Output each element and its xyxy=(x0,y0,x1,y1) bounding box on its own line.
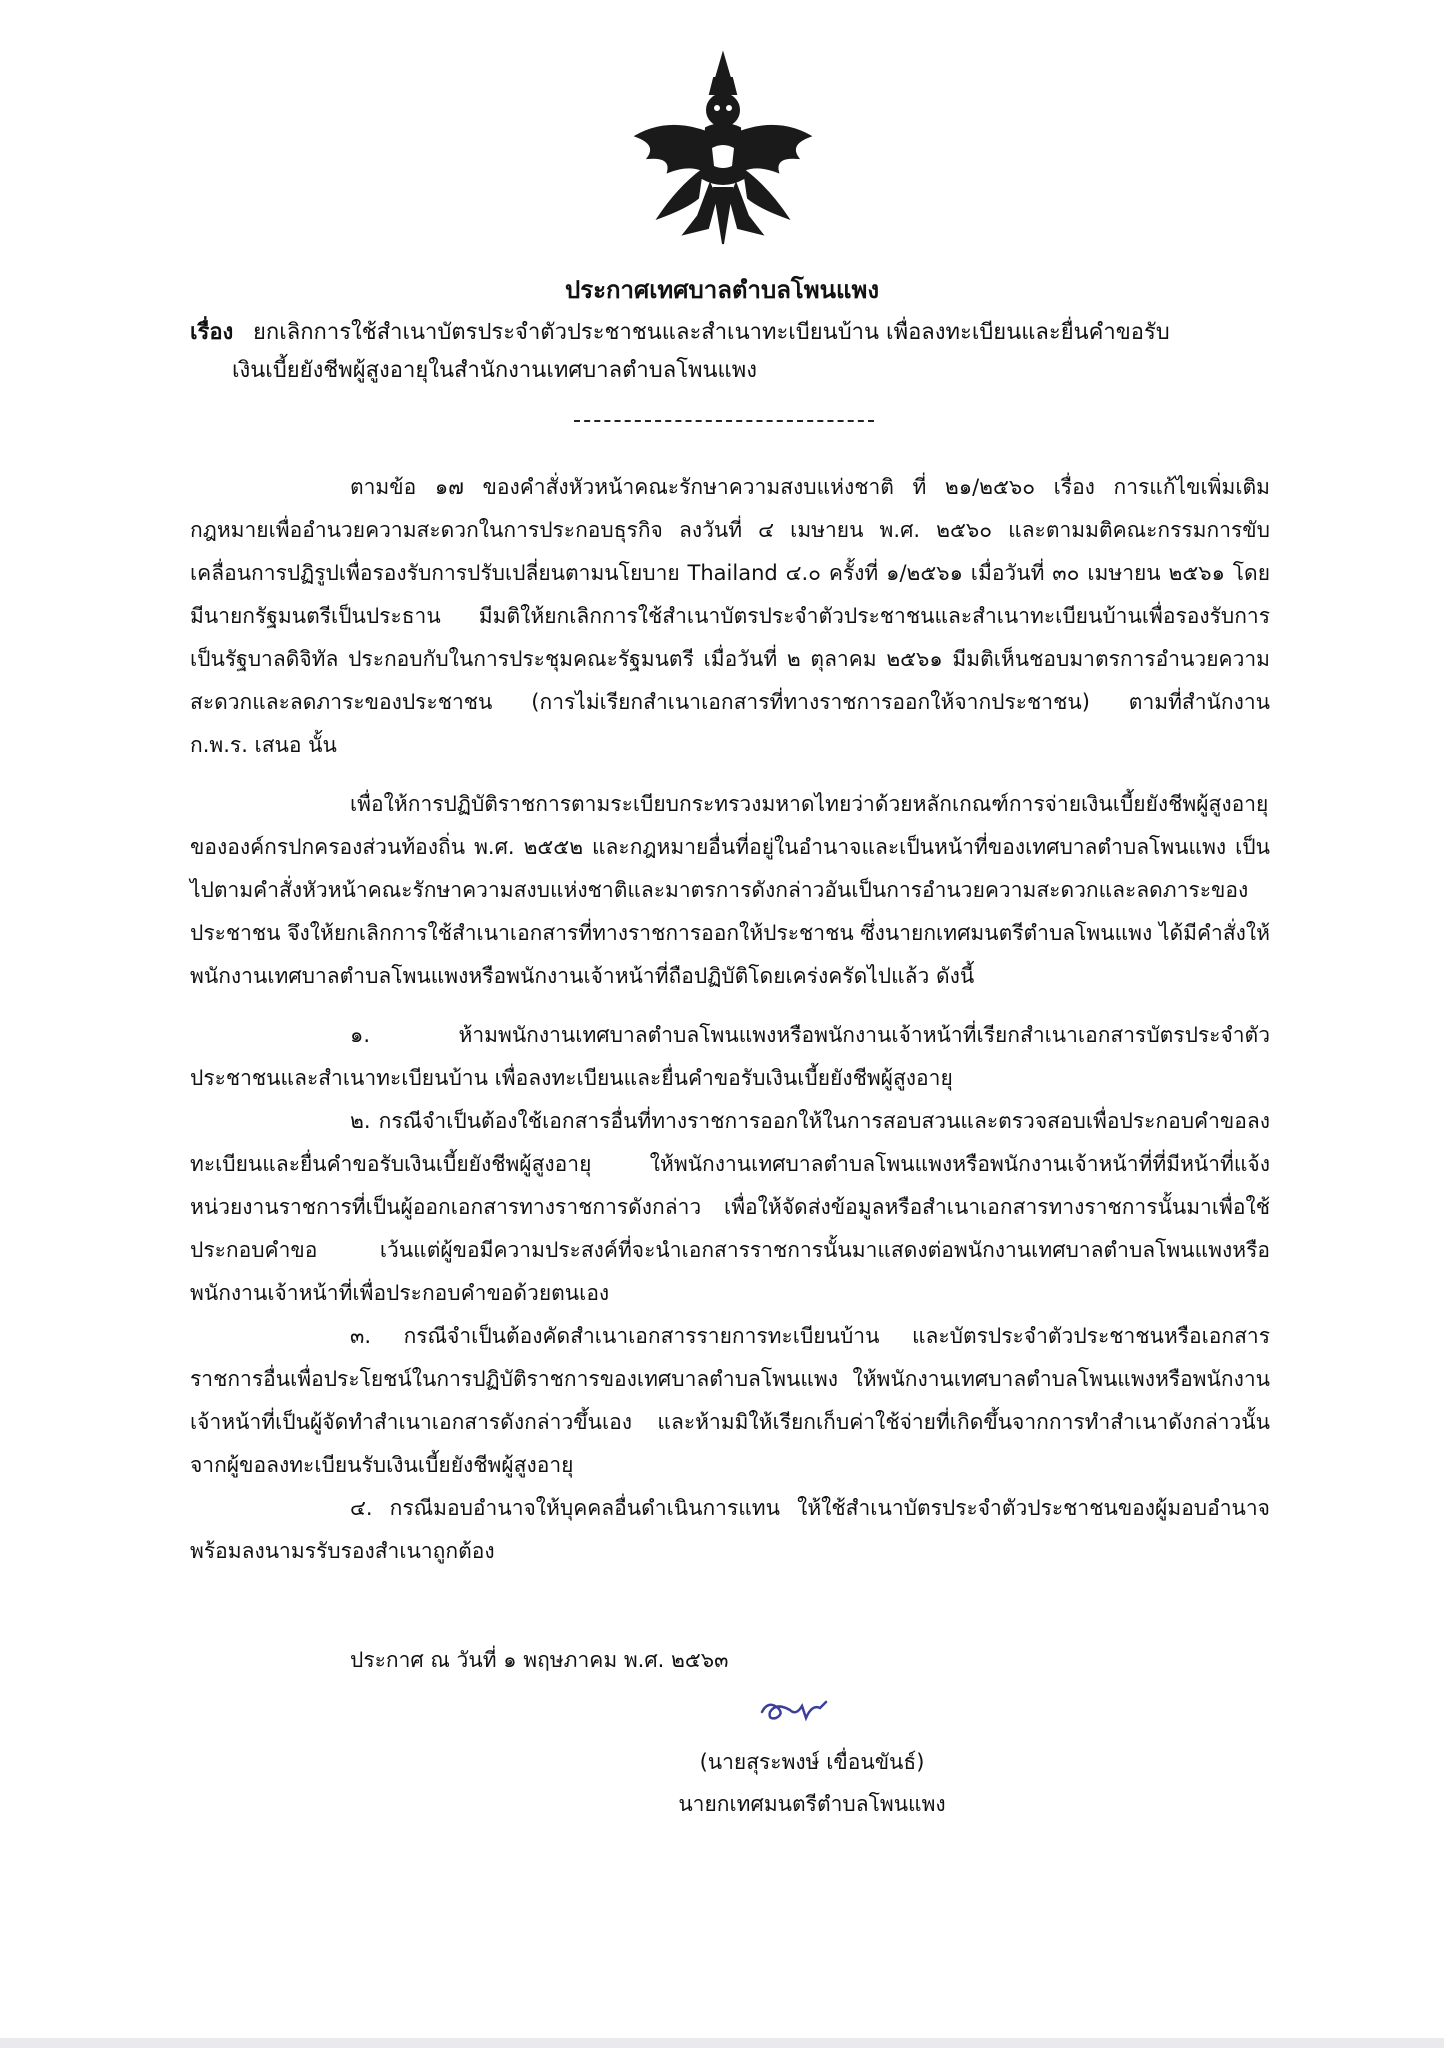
garuda-emblem-icon xyxy=(628,48,818,248)
signature-icon xyxy=(756,1694,836,1728)
body-item-2: ๒. กรณีจำเป็นต้องใช้เอกสารอื่นที่ทางราชการออกให้ในการสอบสวนและตรวจสอบเพื่อประกอบคำขอลงทะเบียนและยื่นคำขอรับเงินเบี้ยยังชีพผู้สูงอายุ ให้พนักงานเทศบาลตำบลโพนแพงหรือพนักงานเจ้าหน้าที่ที่มีหน้าที่แจ้งหน่วยงานราชการที่เป็นผู้ออกเอกสารทางราชการดังกล่าว เพื่อให้จัดส่งข้อมูลหรือสำเนาเอกสารทางราชการนั้นมาเพื่อใช้ประกอบคำขอ เว้นแต่ผู้ขอมีความประสงค์ที่จะนำเอกสารราชการนั้นมาแสดงต่อพนักงานเทศบาลตำบลโพนแพงหรือพนักงานเจ้าหน้าที่เพื่อประกอบคำขอด้วยตนเอง xyxy=(190,1109,1270,1305)
signer-name: (นายสุระพงษ์ เขื่อนขันธ์) xyxy=(699,1750,925,1774)
body-item-4: ๔. กรณีมอบอำนาจให้บุคคลอื่นดำเนินการแทน ให้ใช้สำเนาบัตรประจำตัวประชาชนของผู้มอบอำนาจพร้อมลงนามรรับรองสำเนาถูกต้อง xyxy=(190,1496,1270,1563)
title-divider xyxy=(574,420,874,422)
page-bottom-edge xyxy=(0,2038,1444,2048)
announcement-date: ประกาศ ณ วันที่ ๑ พฤษภาคม พ.ศ. ๒๕๖๓ xyxy=(350,1648,729,1672)
announcement-title: ประกาศเทศบาลตำบลโพนแพง xyxy=(564,276,880,304)
body-paragraph: ตามข้อ ๑๗ ของคำสั่งหัวหน้าคณะรักษาความสงบแห่งชาติ ที่ ๒๑/๒๕๖๐ เรื่อง การแก้ไขเพิ่มเติมกฎหมายเพื่ออำนวยความสะดวกในการประกอบธุรกิจ ลงวันที่ ๔ เมษายน พ.ศ. ๒๕๖๐ และตามมติคณะกรรมการขับเคลื่อนการปฏิรูปเพื่อรองรับการปรับเปลี่ยนตามนโยบาย Thailand ๔.๐ ครั้งที่ ๑/๒๕๖๑ เมื่อวันที่ ๓๐ เมษายน ๒๕๖๑ โดยมีนายกรัฐมนตรีเป็นประธาน มีมติให้ยกเลิกการใช้สำเนาบัตรประจำตัวประชาชนและสำเนาทะเบียนบ้านเพื่อรองรับการเป็นรัฐบาลดิจิทัล ประกอบกับในการประชุมคณะรัฐมนตรี เมื่อวันที่ ๒ ตุลาคม ๒๕๖๑ มีมติเห็นชอบมาตรการอำนวยความสะดวกและลดภาระของประชาชน (การไม่เรียกสำเนาเอกสารที่ทางราชการออกให้จากประชาชน) ตามที่สำนักงาน ก.พ.ร. เสนอ นั้น xyxy=(190,475,1270,757)
subject-line xyxy=(190,314,1270,352)
announcement-body xyxy=(190,466,1270,1573)
subject-block xyxy=(190,314,1270,390)
subject-text-line2: เงินเบี้ยยังชีพผู้สูงอายุในสำนักงานเทศบาลตำบลโพนแพง xyxy=(232,358,757,383)
body-item-3: ๓. กรณีจำเป็นต้องคัดสำเนาเอกสารรายการทะเบียนบ้าน และบัตรประจำตัวประชาชนหรือเอกสารราชการอื่นเพื่อประโยชน์ในการปฏิบัติราชการของเทศบาลตำบลโพนแพง ให้พนักงานเทศบาลตำบลโพนแพงหรือพนักงานเจ้าหน้าที่เป็นผู้จัดทำสำเนาเอกสารดังกล่าวขึ้นเอง และห้ามมิให้เรียกเก็บค่าใช้จ่ายที่เกิดขึ้นจากการทำสำเนาดังกล่าวนั้นจากผู้ขอลงทะเบียนรับเงินเบี้ยยังชีพผู้สูงอายุ xyxy=(190,1324,1270,1477)
subject-label: เรื่อง xyxy=(190,320,234,345)
signer-position: นายกเทศมนตรีตำบลโพนแพง xyxy=(678,1792,946,1816)
subject-text-line1: ยกเลิกการใช้สำเนาบัตรประจำตัวประชาชนและสำเนาทะเบียนบ้าน เพื่อลงทะเบียนและยื่นคำขอรับ xyxy=(253,320,1170,345)
body-paragraph: เพื่อให้การปฏิบัติราชการตามระเบียบกระทรวงมหาดไทยว่าด้วยหลักเกณฑ์การจ่ายเงินเบี้ยยังชีพผู้สูงอายุขององค์กรปกครองส่วนท้องถิ่น พ.ศ. ๒๕๕๒ และกฎหมายอื่นที่อยู่ในอำนาจและเป็นหน้าที่ของเทศบาลตำบลโพนแพง เป็นไปตามคำสั่งหัวหน้าคณะรักษาความสงบแห่งชาติและมาตรการดังกล่าวอันเป็นการอำนวยความสะดวกและลดภาระของประชาชน จึงให้ยกเลิกการใช้สำเนาเอกสารที่ทางราชการออกให้ประชาชน ซึ่งนายกเทศมนตรีตำบลโพนแพง ได้มีคำสั่งให้พนักงานเทศบาลตำบลโพนแพงหรือพนักงานเจ้าหน้าที่ถือปฏิบัติโดยเคร่งครัดไปแล้ว ดังนี้ xyxy=(190,792,1270,988)
body-item-1: ๑. ห้ามพนักงานเทศบาลตำบลโพนแพงหรือพนักงานเจ้าหน้าที่เรียกสำเนาเอกสารบัตรประจำตัวประชาชนและสำเนาทะเบียนบ้าน เพื่อลงทะเบียนและยื่นคำขอรับเงินเบี้ยยังชีพผู้สูงอายุ xyxy=(190,1023,1270,1090)
